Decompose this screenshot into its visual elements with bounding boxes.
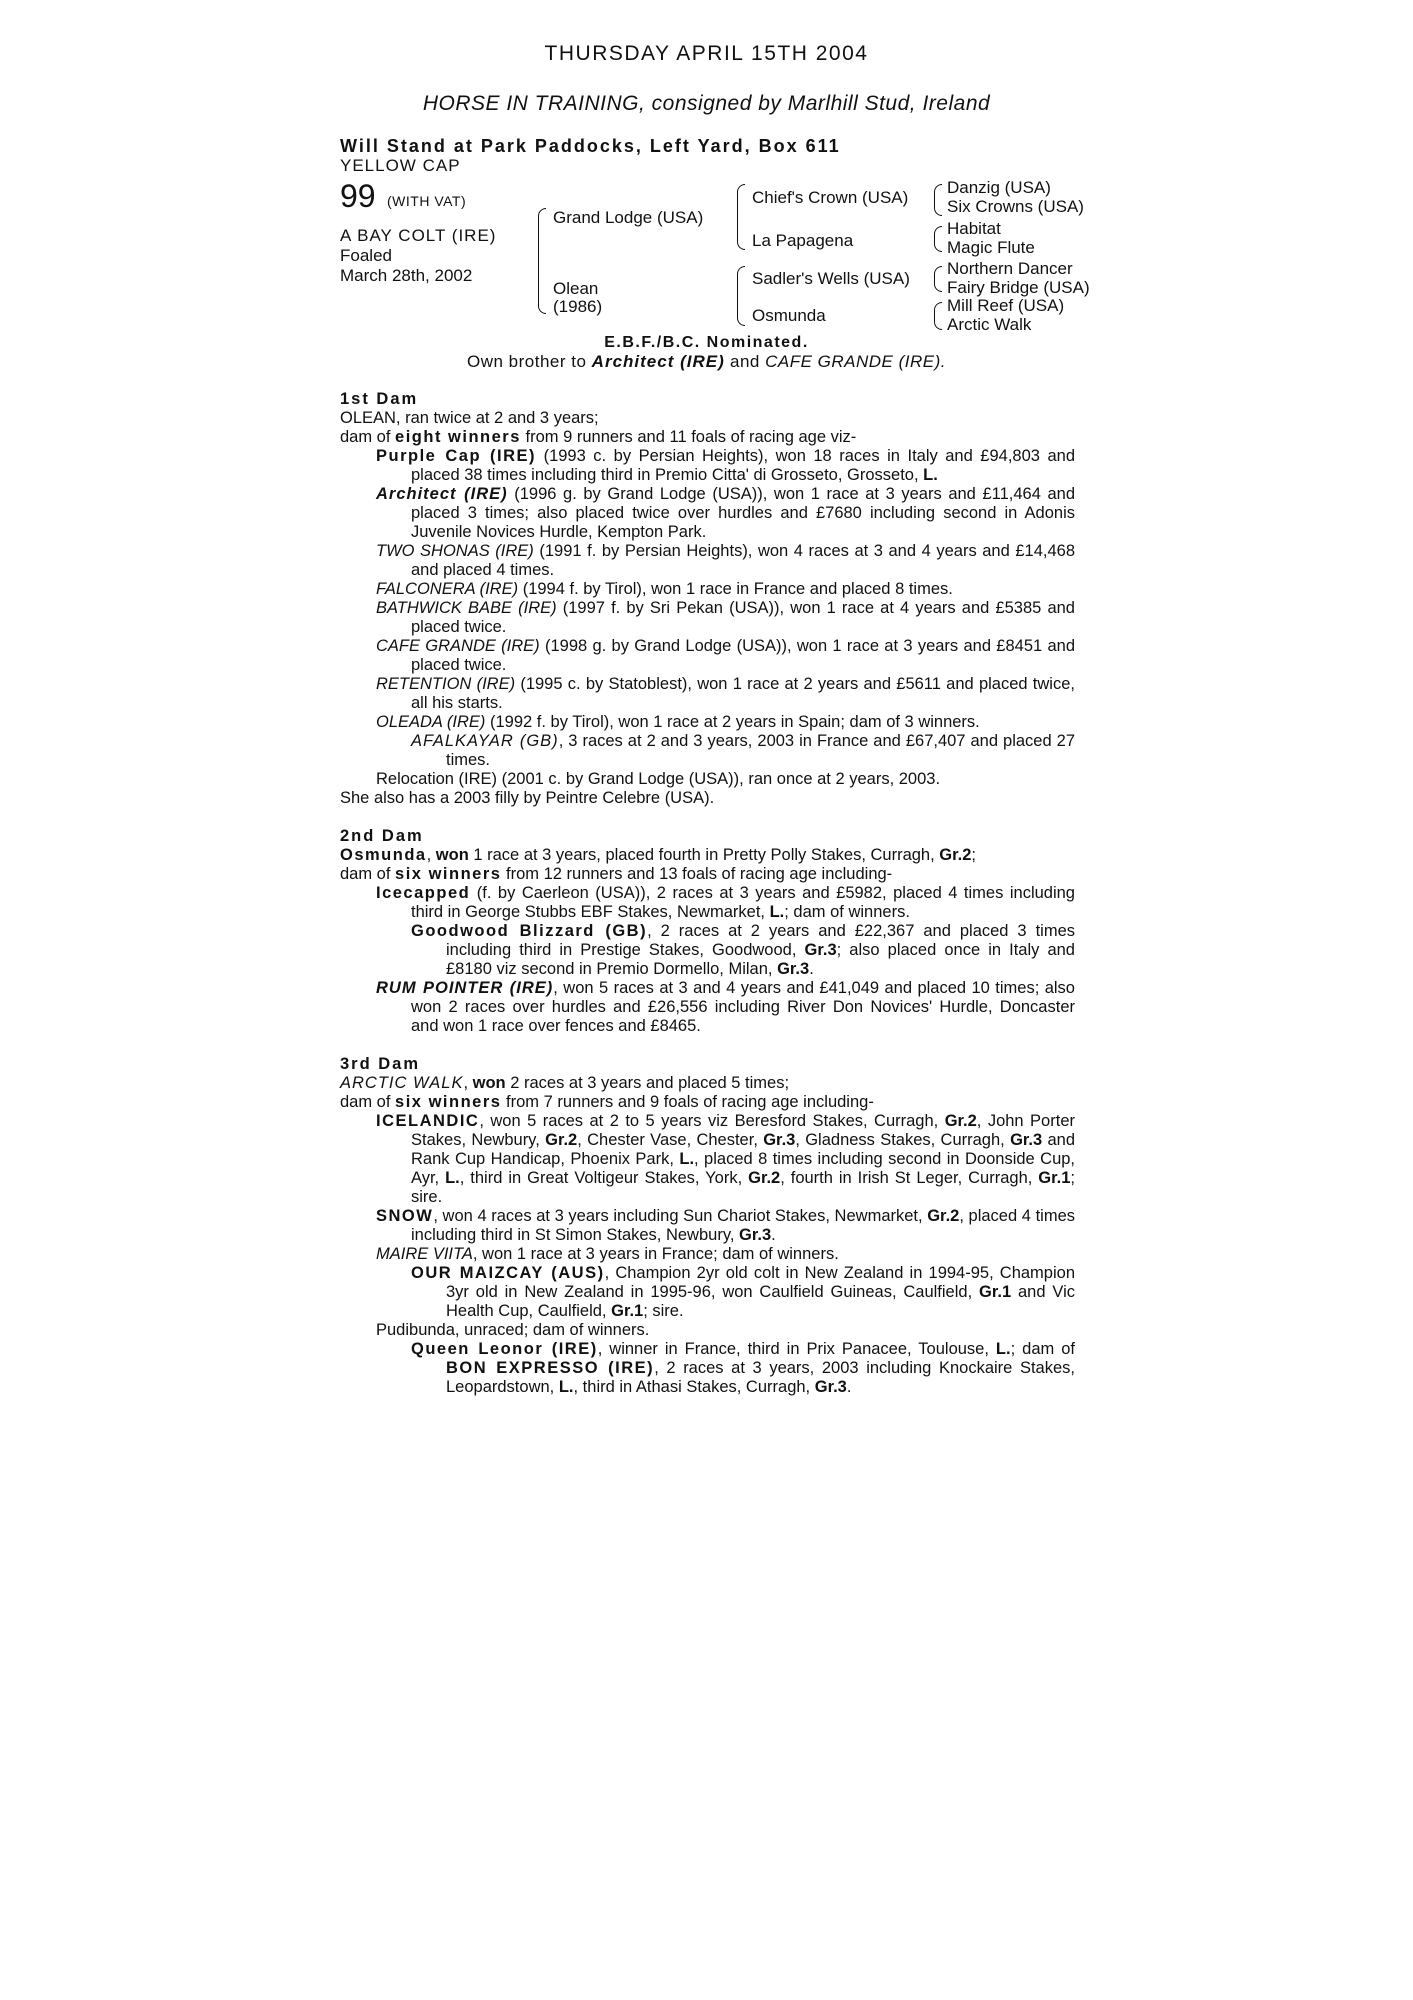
brother-architect: Architect (IRE) <box>591 352 725 371</box>
pedigree-brace-main <box>538 208 546 314</box>
pedigree-g6: Fairy Bridge (USA) <box>947 278 1090 297</box>
own-brother-line <box>0 352 1413 372</box>
first-dam-line: OLEAN, ran twice at 2 and 3 years; <box>340 409 599 427</box>
vat-note: (WITH VAT) <box>387 193 467 209</box>
produce-note: She also has a 2003 filly by Peintre Celebre (USA). <box>340 789 715 807</box>
pedigree-g1: Danzig (USA) <box>947 178 1051 197</box>
third-dam-produce: dam of six winners from 7 runners and 9 foals of racing age including- <box>340 1093 874 1111</box>
second-dam-line: Osmunda, won 1 race at 3 years, placed fourth in Pretty Polly Stakes, Curragh, Gr.2; <box>340 846 976 864</box>
produce-entry-sub: AFALKAYAR (GB), 3 races at 2 and 3 years, 2003 in France and £67,407 and placed 27 times. <box>411 732 1075 769</box>
produce-entry-sub: Queen Leonor (IRE), winner in France, third in Prix Panacee, Toulouse, L.; dam of BON EXPRESSO (IRE), 2 races at 3 years, 2003 including Knockaire Stakes, Leopardstown, L., third in Athasi Stakes, Curragh, Gr.3. <box>411 1340 1075 1396</box>
first-dam-heading: 1st Dam <box>340 390 419 408</box>
produce-entry: MAIRE VIITA, won 1 race at 3 years in France; dam of winners. <box>376 1245 839 1263</box>
brother-prefix: Own brother to <box>466 352 587 371</box>
pedigree-brace-sire <box>737 184 745 250</box>
cap-colour: YELLOW CAP <box>340 156 461 175</box>
sale-date: THURSDAY APRIL 15TH 2004 <box>544 42 869 65</box>
produce-entry: BATHWICK BABE (IRE) (1997 f. by Sri Pekan (USA)), won 1 race at 4 years and £5385 and placed twice. <box>376 599 1075 636</box>
first-dam-produce: dam of eight winners from 9 runners and 11 foals of racing age viz- <box>340 428 857 446</box>
pedigree-dam-year: (1986) <box>553 297 603 316</box>
brother-cafe-grande: CAFE GRANDE (IRE). <box>765 352 946 371</box>
produce-entry: ICELANDIC, won 5 races at 2 to 5 years viz Beresford Stakes, Curragh, Gr.2, John Porter Stakes, Newbury, Gr.2, Chester Vase, Chester, Gr.3, Gladness Stakes, Curragh, Gr.3 and Rank Cup Handicap, Phoenix Park, L., placed 8 times including second in Doonside Cup, Ayr, L., third in Great Voltigeur Stakes, York, Gr.2, fourth in Irish St Leger, Curragh, Gr.1; sire. <box>376 1112 1076 1206</box>
produce-entry: Purple Cap (IRE) (1993 c. by Persian Heights), won 18 races in Italy and £94,803 and placed 38 times including third in Premio Citta' di Grosseto, Grosseto, L. <box>376 447 1075 484</box>
produce-entry-sub: OUR MAIZCAY (AUS), Champion 2yr old colt in New Zealand in 1994-95, Champion 3yr old in New Zealand in 1995-96, won Caulfield Guineas, Caulfield, Gr.1 and Vic Health Cup, Caulfield, Gr.1; sire. <box>411 1264 1075 1320</box>
produce-entry: CAFE GRANDE (IRE) (1998 g. by Grand Lodge (USA)), won 1 race at 3 years and £8451 and placed twice. <box>376 637 1075 674</box>
horse-description: A BAY COLT (IRE) <box>340 226 497 245</box>
pedigree-brace-g3 <box>934 266 942 292</box>
pedigree-g7: Mill Reef (USA) <box>947 296 1065 315</box>
pedigree-g3: Habitat <box>947 219 1001 238</box>
produce-entry-sub: Goodwood Blizzard (GB), 2 races at 2 years and £22,367 and placed 3 times including third in Prestige Stakes, Goodwood, Gr.3; also placed once in Italy and £8180 viz second in Premio Dormello, Milan, Gr.3. <box>411 922 1075 978</box>
produce-entry: Icecapped (f. by Caerleon (USA)), 2 races at 3 years and £5982, placed 4 times including third in George Stubbs EBF Stakes, Newmarket, L.; dam of winners. <box>376 884 1075 921</box>
pedigree-brace-g1 <box>934 184 942 216</box>
catalogue-body <box>340 390 1075 1397</box>
produce-entry: SNOW, won 4 races at 3 years including Sun Chariot Stakes, Newmarket, Gr.2, placed 4 times including third in St Simon Stakes, Newbury, Gr.3. <box>376 1207 1076 1244</box>
produce-entry: OLEADA (IRE) (1992 f. by Tirol), won 1 race at 2 years in Spain; dam of 3 winners. <box>376 713 980 731</box>
lot-number: 99 <box>340 178 376 214</box>
third-dam-line: ARCTIC WALK, won 2 races at 3 years and placed 5 times; <box>340 1074 790 1092</box>
second-dam-heading: 2nd Dam <box>340 827 424 845</box>
pedigree-sire-dam: La Papagena <box>752 231 854 250</box>
produce-entry: FALCONERA (IRE) (1994 f. by Tirol), won 1 race in France and placed 8 times. <box>376 580 953 598</box>
stand-location: Will Stand at Park Paddocks, Left Yard, Box 611 <box>340 136 841 156</box>
produce-entry: Architect (IRE) (1996 g. by Grand Lodge (USA)), won 1 race at 3 years and £11,464 and placed 3 times; also placed twice over hurdles and £7680 including second in Adonis Juvenile Novices Hurdle, Kempton Park. <box>376 485 1075 541</box>
produce-entry: Relocation (IRE) (2001 c. by Grand Lodge (USA)), ran once at 2 years, 2003. <box>376 770 941 788</box>
foaled-date: March 28th, 2002 <box>340 266 473 285</box>
pedigree-dam-sire: Sadler's Wells (USA) <box>752 269 910 288</box>
second-dam-produce: dam of six winners from 12 runners and 13 foals of racing age including- <box>340 865 893 883</box>
nomination: E.B.F./B.C. Nominated. <box>604 334 809 351</box>
pedigree-brace-g2 <box>934 226 942 252</box>
pedigree-dam-dam: Osmunda <box>752 306 826 325</box>
third-dam-heading: 3rd Dam <box>340 1055 421 1073</box>
produce-entry: Pudibunda, unraced; dam of winners. <box>376 1321 650 1339</box>
pedigree-sire: Grand Lodge (USA) <box>553 208 704 227</box>
pedigree-g2: Six Crowns (USA) <box>947 197 1084 216</box>
pedigree-brace-g4 <box>934 302 942 330</box>
pedigree-g4: Magic Flute <box>947 238 1035 257</box>
produce-entry: RETENTION (IRE) (1995 c. by Statoblest), won 1 race at 2 years and £5611 and placed twice, all his starts. <box>376 675 1075 712</box>
pedigree-g5: Northern Dancer <box>947 259 1073 278</box>
consignment-line: HORSE IN TRAINING, consigned by Marlhill Stud, Ireland <box>422 92 991 115</box>
pedigree-g8: Arctic Walk <box>947 315 1032 334</box>
brother-and: and <box>729 352 760 371</box>
foaled-label: Foaled <box>340 246 392 265</box>
pedigree-dam: Olean <box>553 279 599 298</box>
pedigree-brace-dam <box>737 266 745 326</box>
produce-entry: TWO SHONAS (IRE) (1991 f. by Persian Heights), won 4 races at 3 and 4 years and £14,468 and placed 4 times. <box>376 542 1075 579</box>
produce-entry: RUM POINTER (IRE), won 5 races at 3 and 4 years and £41,049 and placed 10 times; also won 2 races over hurdles and £26,556 including River Don Novices' Hurdle, Doncaster and won 1 race over fences and £8465. <box>376 979 1075 1035</box>
pedigree-sire-sire: Chief's Crown (USA) <box>752 188 909 207</box>
